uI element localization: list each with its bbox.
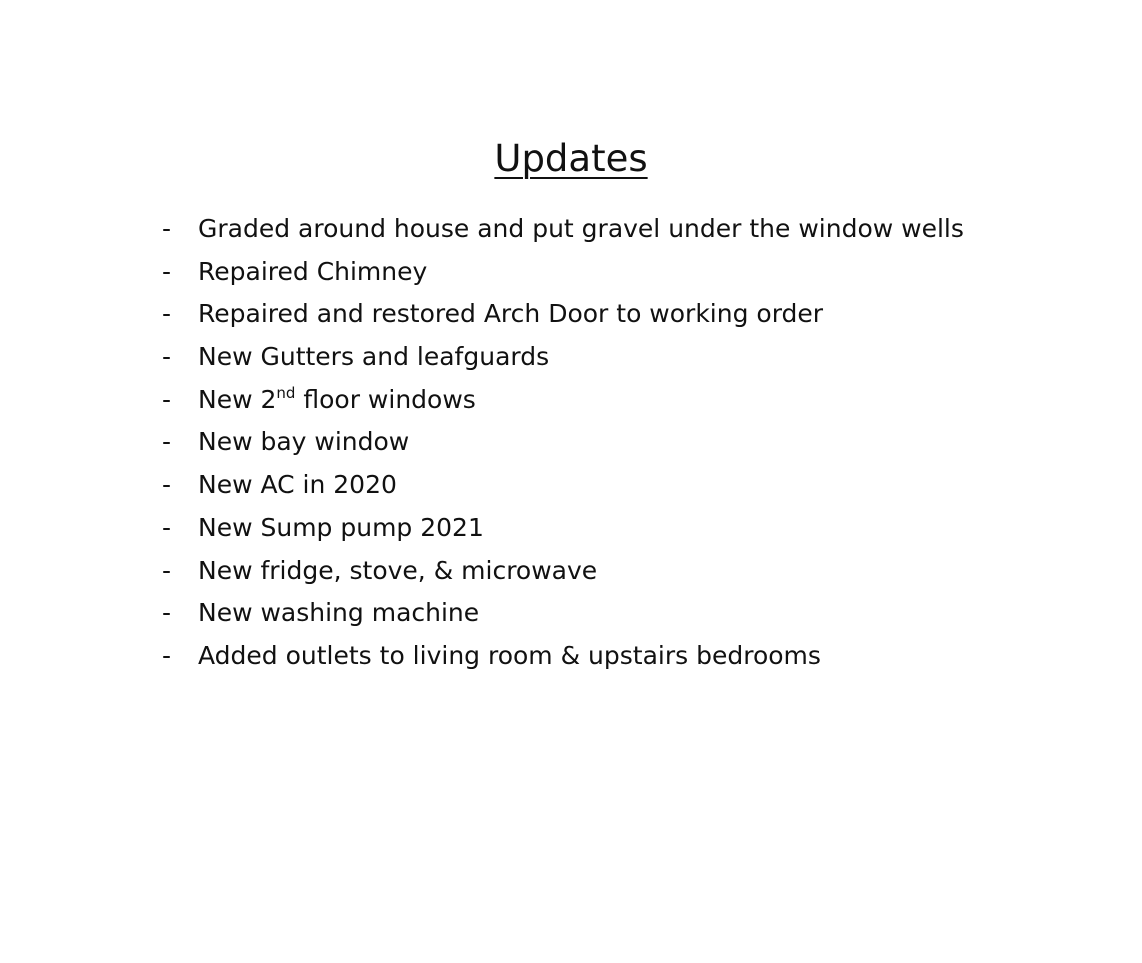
list-item [162, 251, 964, 294]
item-text: New Gutters and leafguards [198, 342, 550, 372]
bullet-dash: - [162, 640, 172, 670]
bullet-dash: - [162, 342, 172, 372]
list-item [162, 507, 964, 550]
item-text: Added outlets to living room & upstairs bedrooms [198, 640, 821, 670]
list-item [162, 336, 964, 379]
list-item [162, 208, 964, 251]
item-text: Repaired and restored Arch Door to working order [198, 299, 824, 329]
list-item [162, 421, 964, 464]
bullet-dash: - [162, 598, 172, 628]
item-text: New Sump pump 2021 [198, 512, 484, 542]
bullet-dash: - [162, 512, 172, 542]
updates-list [162, 208, 964, 678]
bullet-dash: - [162, 256, 172, 286]
item-text: New fridge, stove, & microwave [198, 555, 598, 585]
bullet-dash: - [162, 299, 172, 329]
ordinal-superscript: nd [276, 383, 296, 402]
item-text: New AC in 2020 [198, 470, 397, 500]
bullet-dash: - [162, 427, 172, 457]
item-text: Graded around house and put gravel under the window wells [198, 214, 964, 243]
item-text: New washing machine [198, 598, 480, 628]
list-item [162, 293, 964, 336]
item-text-start: New 2 [198, 384, 277, 414]
item-text-end: floor windows [295, 384, 476, 414]
bullet-dash: - [162, 384, 172, 414]
list-item [162, 592, 964, 635]
bullet-dash: - [162, 214, 172, 243]
page-title [0, 134, 1142, 184]
title-text: Updates [494, 137, 648, 180]
bullet-dash: - [162, 470, 172, 500]
item-text: Repaired Chimney [198, 256, 428, 286]
list-item [162, 550, 964, 593]
list-item [162, 464, 964, 507]
bullet-dash: - [162, 555, 172, 585]
item-text: New bay window [198, 427, 410, 457]
item-text [198, 379, 476, 421]
list-item [162, 635, 964, 678]
list-item [162, 379, 964, 422]
